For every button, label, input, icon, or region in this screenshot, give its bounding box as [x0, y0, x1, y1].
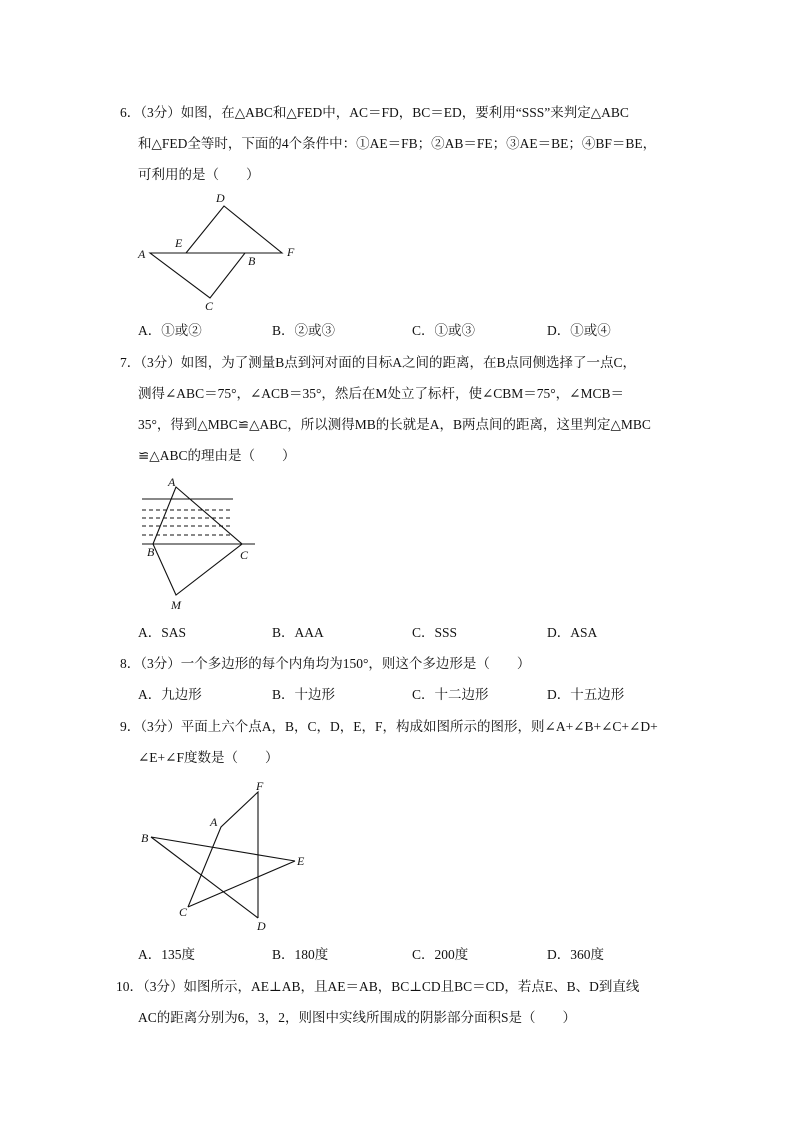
q6-label-b: B [248, 254, 256, 268]
q6-label-a: A [138, 247, 146, 261]
q6-option-c[interactable]: C．①或③ [412, 323, 476, 338]
q8-option-b[interactable]: B．十边形 [272, 687, 336, 702]
q6-text-line1: 6．（3分）如图，在△ABC和△FED中，AC＝FD，BC＝ED，要利用“SSS”来判定△ABC [120, 105, 629, 120]
q10-text-line1: 10．（3分）如图所示，AE⊥AB，且AE＝AB，BC⊥CD且BC＝CD，若点E、B、D到直线 [116, 979, 640, 994]
q8-option-c[interactable]: C．十二边形 [412, 687, 489, 702]
q9-segment-bd [151, 837, 258, 918]
q10-text-line2: AC的距离分别为6，3，2，则图中实线所围成的阴影部分面积S是（ ） [138, 1010, 577, 1025]
q6-option-d[interactable]: D．①或④ [547, 323, 611, 338]
q9-segment-be [151, 837, 295, 861]
q7-text-line3: 35°，得到△MBC≌△ABC，所以测得MB的长就是A，B两点间的距离，这里判定△MBC [138, 417, 651, 432]
q7-label-m: M [171, 598, 181, 612]
q6-option-a[interactable]: A．①或② [138, 323, 202, 338]
q7-label-c: C [240, 548, 249, 562]
q9-text-line1: 9．（3分）平面上六个点A，B，C，D，E，F，构成如图所示的图形，则∠A+∠B+∠C+∠D+ [120, 719, 658, 734]
q8-option-a[interactable]: A．九边形 [138, 687, 202, 702]
q9-label-e: E [297, 854, 305, 868]
q7-option-b[interactable]: B．AAA [272, 625, 324, 640]
q9-option-c[interactable]: C．200度 [412, 947, 469, 962]
q6-label-f: F [287, 245, 295, 259]
q7-text-line1: 7．（3分）如图，为了测量B点到河对面的目标A之间的距离，在B点同侧选择了一点C， [120, 355, 637, 370]
q7-text-line4: ≌△ABC的理由是（ ） [138, 448, 296, 463]
q9-option-a[interactable]: A．135度 [138, 947, 195, 962]
q9-text-line2: ∠E+∠F度数是（ ） [138, 750, 279, 765]
q6-label-d: D [216, 191, 225, 205]
q9-label-a: A [210, 815, 218, 829]
q6-text-line3: 可利用的是（ ） [138, 167, 260, 182]
q9-option-b[interactable]: B．180度 [272, 947, 329, 962]
q7-label-b: B [147, 545, 155, 559]
q6-text-line2: 和△FED全等时，下面的4个条件中：①AE＝FB；②AB＝FE；③AE＝BE；④BF＝BE， [138, 136, 657, 151]
q6-label-e: E [175, 236, 183, 250]
q9-option-d[interactable]: D．360度 [547, 947, 604, 962]
q7-option-a[interactable]: A．SAS [138, 625, 187, 640]
q7-option-d[interactable]: D．ASA [547, 625, 598, 640]
q9-label-c: C [179, 905, 188, 919]
q9-label-f: F [256, 779, 264, 793]
q6-label-c: C [205, 299, 214, 313]
q7-label-a: A [168, 475, 176, 489]
q8-option-d[interactable]: D．十五边形 [547, 687, 625, 702]
q9-label-d: D [257, 919, 266, 933]
q8-text-line1: 8．（3分）一个多边形的每个内角均为150°，则这个多边形是（ ） [120, 656, 531, 671]
q9-path-c-a-f-d [188, 792, 258, 918]
q9-label-b: B [141, 831, 149, 845]
q7-option-c[interactable]: C．SSS [412, 625, 458, 640]
q7-text-line2: 测得∠ABC＝75°，∠ACB＝35°，然后在M处立了标杆，使∠CBM＝75°，∠MCB＝ [138, 386, 624, 401]
q6-option-b[interactable]: B．②或③ [272, 323, 336, 338]
